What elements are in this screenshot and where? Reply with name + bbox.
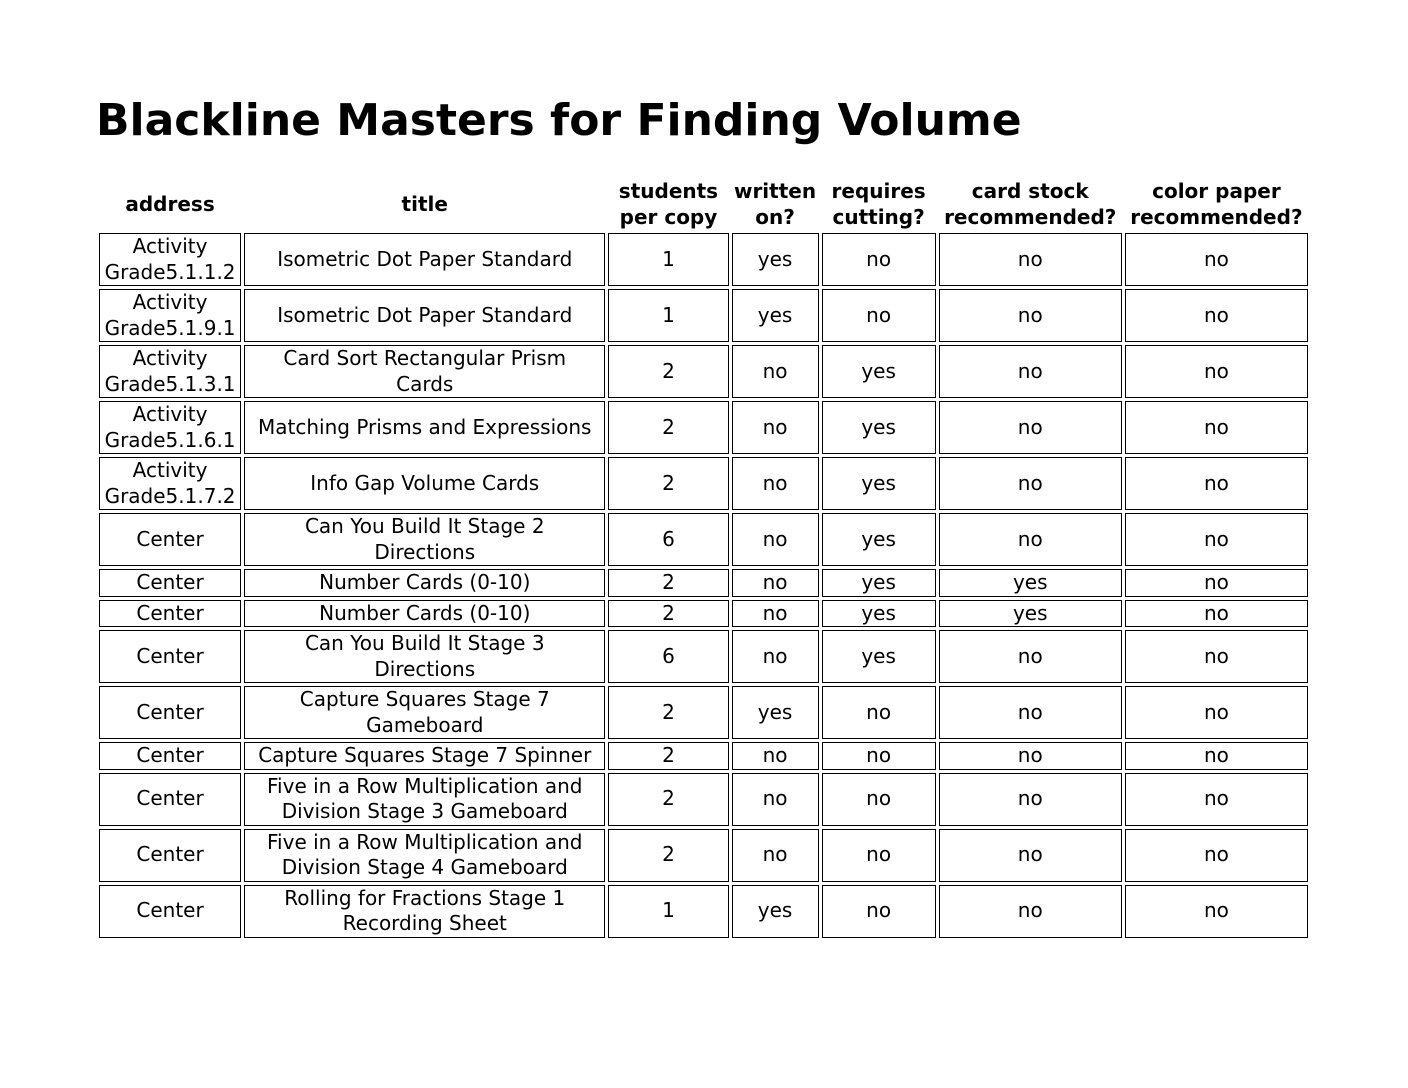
cell-card-stock-recommended: no [939,686,1122,739]
cell-color-paper-recommended: no [1125,600,1308,628]
cell-card-stock-recommended: no [939,233,1122,286]
cell-card-stock-recommended: no [939,345,1122,398]
blackline-masters-table [96,175,1311,941]
table-row [99,742,1308,770]
cell-card-stock-recommended: no [939,773,1122,826]
cell-address: Center [99,630,241,683]
cell-students-per-copy: 2 [608,401,728,454]
cell-card-stock-recommended: no [939,742,1122,770]
cell-color-paper-recommended: no [1125,569,1308,597]
cell-color-paper-recommended: no [1125,885,1308,938]
cell-card-stock-recommended: no [939,401,1122,454]
cell-title: Card Sort Rectangular Prism Cards [244,345,605,398]
cell-written-on: yes [732,233,819,286]
header-color-paper-recommended: color paper recommended? [1130,179,1303,229]
cell-students-per-copy: 1 [608,289,728,342]
header-row [99,178,1308,230]
cell-address: Center [99,686,241,739]
cell-color-paper-recommended: no [1125,289,1308,342]
cell-title: Five in a Row Multiplication and Division Stage 3 Gameboard [244,773,605,826]
header-title: title [401,192,448,216]
cell-color-paper-recommended: no [1125,457,1308,510]
cell-color-paper-recommended: no [1125,345,1308,398]
table-row [99,630,1308,683]
cell-title: Capture Squares Stage 7 Gameboard [244,686,605,739]
cell-students-per-copy: 1 [608,885,728,938]
cell-requires-cutting: yes [822,569,936,597]
table-row [99,569,1308,597]
cell-card-stock-recommended: no [939,829,1122,882]
cell-color-paper-recommended: no [1125,686,1308,739]
cell-written-on: no [732,829,819,882]
header-requires-cutting: requires cutting? [831,179,926,229]
cell-students-per-copy: 2 [608,600,728,628]
cell-students-per-copy: 2 [608,829,728,882]
cell-written-on: no [732,513,819,566]
header-written-on: written on? [733,179,817,229]
table-row [99,773,1308,826]
cell-written-on: yes [732,289,819,342]
cell-address: Center [99,773,241,826]
cell-written-on: no [732,630,819,683]
cell-requires-cutting: yes [822,630,936,683]
cell-address: Activity Grade5.1.6.1 [99,401,241,454]
table-row [99,345,1308,398]
table-row [99,829,1308,882]
cell-address: Center [99,742,241,770]
cell-card-stock-recommended: no [939,630,1122,683]
cell-requires-cutting: no [822,773,936,826]
cell-color-paper-recommended: no [1125,401,1308,454]
cell-address: Center [99,829,241,882]
cell-title: Can You Build It Stage 3 Directions [244,630,605,683]
cell-address: Center [99,513,241,566]
cell-card-stock-recommended: yes [939,600,1122,628]
cell-address: Activity Grade5.1.9.1 [99,289,241,342]
table-header [99,178,1308,230]
cell-title: Five in a Row Multiplication and Division Stage 4 Gameboard [244,829,605,882]
cell-requires-cutting: no [822,233,936,286]
cell-requires-cutting: no [822,885,936,938]
cell-requires-cutting: yes [822,600,936,628]
cell-students-per-copy: 2 [608,345,728,398]
cell-address: Center [99,569,241,597]
cell-title: Number Cards (0-10) [244,569,605,597]
table-row [99,686,1308,739]
cell-requires-cutting: no [822,289,936,342]
cell-written-on: yes [732,686,819,739]
cell-written-on: yes [732,885,819,938]
cell-title: Matching Prisms and Expressions [244,401,605,454]
table-row [99,401,1308,454]
cell-card-stock-recommended: no [939,513,1122,566]
cell-card-stock-recommended: yes [939,569,1122,597]
cell-color-paper-recommended: no [1125,630,1308,683]
cell-card-stock-recommended: no [939,885,1122,938]
cell-requires-cutting: yes [822,457,936,510]
cell-title: Isometric Dot Paper Standard [244,289,605,342]
cell-title: Rolling for Fractions Stage 1 Recording Sheet [244,885,605,938]
cell-requires-cutting: yes [822,345,936,398]
cell-requires-cutting: no [822,686,936,739]
table-row [99,600,1308,628]
cell-students-per-copy: 6 [608,513,728,566]
cell-students-per-copy: 6 [608,630,728,683]
cell-title: Isometric Dot Paper Standard [244,233,605,286]
cell-requires-cutting: no [822,742,936,770]
cell-written-on: no [732,569,819,597]
cell-students-per-copy: 1 [608,233,728,286]
cell-color-paper-recommended: no [1125,773,1308,826]
cell-color-paper-recommended: no [1125,742,1308,770]
cell-requires-cutting: yes [822,401,936,454]
cell-address: Activity Grade5.1.1.2 [99,233,241,286]
cell-students-per-copy: 2 [608,457,728,510]
cell-written-on: no [732,401,819,454]
cell-color-paper-recommended: no [1125,233,1308,286]
cell-written-on: no [732,457,819,510]
cell-requires-cutting: yes [822,513,936,566]
cell-address: Activity Grade5.1.3.1 [99,345,241,398]
cell-title: Capture Squares Stage 7 Spinner [244,742,605,770]
cell-color-paper-recommended: no [1125,829,1308,882]
header-students-per-copy: students per copy [618,179,719,229]
cell-title: Number Cards (0-10) [244,600,605,628]
cell-students-per-copy: 2 [608,569,728,597]
cell-title: Can You Build It Stage 2 Directions [244,513,605,566]
table-row [99,885,1308,938]
cell-written-on: no [732,600,819,628]
cell-address: Activity Grade5.1.7.2 [99,457,241,510]
table-row [99,513,1308,566]
cell-students-per-copy: 2 [608,773,728,826]
cell-written-on: no [732,742,819,770]
cell-title: Info Gap Volume Cards [244,457,605,510]
table-row [99,457,1308,510]
cell-color-paper-recommended: no [1125,513,1308,566]
cell-requires-cutting: no [822,829,936,882]
cell-address: Center [99,885,241,938]
cell-card-stock-recommended: no [939,289,1122,342]
cell-students-per-copy: 2 [608,742,728,770]
cell-written-on: no [732,773,819,826]
page-title: Blackline Masters for Finding Volume [96,95,1022,146]
header-card-stock-recommended: card stock recommended? [944,179,1117,229]
cell-address: Center [99,600,241,628]
header-address: address [125,192,215,216]
cell-students-per-copy: 2 [608,686,728,739]
cell-written-on: no [732,345,819,398]
table-row [99,233,1308,286]
cell-card-stock-recommended: no [939,457,1122,510]
table-body [99,233,1308,938]
table-row [99,289,1308,342]
